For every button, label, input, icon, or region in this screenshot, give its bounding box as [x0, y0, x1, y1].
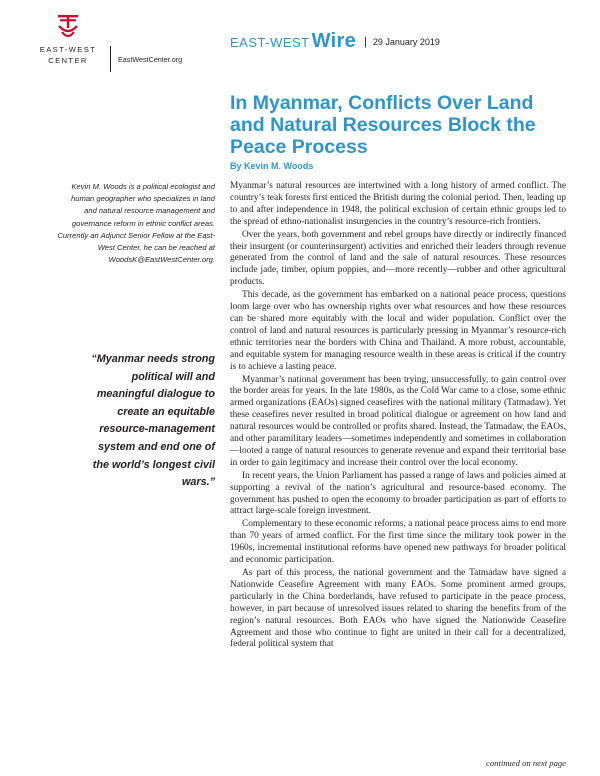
logo-text-east-west: EAST-WEST	[39, 45, 97, 54]
body-paragraph: This decade, as the government has embarked on a national peace process, questions loom large over who has ownership rights over what resources and how these resources can be shared more equitably with the local and wider population. Conflict over the control of land and natural resources is particularly pressing in Myanmar’s resource-rich ethnic territories near the borders with China and Thailand. A more robust, accountable, and equitable system for managing resource wealth in these areas is critical if the country is to achieve a lasting peace.	[230, 290, 566, 372]
issue-date: 29 January 2019	[372, 37, 440, 47]
masthead-separator: |	[364, 36, 367, 48]
body-paragraph: In recent years, the Union Parliament has passed a range of laws and policies aimed at supporting a revival of the nation’s agricultural and resource-based economy. The government has pushed to open the economy to broader participation as part of efforts to attract large-scale foreign investment.	[230, 470, 566, 517]
masthead-wire: Wire	[311, 30, 356, 52]
body-paragraph: Myanmar’s natural resources are intertwined with a long history of armed conflict. The country’s teak forests first enticed the British during the colonial period. Then, leading up to and after independence in 1948, the political exclusion of certain ethnic groups led to the spread of ethno-nationalist insurgencies in the country’s resource-rich frontiers.	[230, 181, 566, 227]
author-bio	[57, 181, 215, 266]
continued-note: continued on next page	[486, 758, 566, 768]
body-paragraph: Myanmar’s national government has been trying, unsuccessfully, to gain control over the border areas for years. In the late 1980s, as the Cold War came to a close, some ethnic armed organizations (EAOs) signed ceasefires with the national military (Tatmadaw). Yet these ceasefires never resulted in broad political dialogue or agreement on how land and natural resources would be controlled or profits shared. Instead, the Tatmadaw, the EAOs, and other paramilitary leaders—sometimes independently and sometimes in collaboration—looted a range of natural resources to generate revenue and expand their territorial base in order to gain legitimacy and increase their control over the local economy.	[230, 374, 566, 468]
body-paragraph: Over the years, both government and rebel groups have directly or indirectly financed their insurgent (or counterinsurgent) activities and enriched their leaders through revenue generated from the control of land and the sale of natural resources. These resources include jade, timber, opium poppies, and—more recently—rubber and other agricultural products.	[230, 229, 566, 288]
east-west-center-logo-icon	[56, 14, 80, 42]
masthead	[230, 30, 440, 52]
site-url-link[interactable]: EastWestCenter.org	[118, 55, 183, 64]
author-bio-line: Currently an Adjunct Senior Fellow at the East-West Center, he can be reached at WoodsK@EastWestCenter.org.	[57, 230, 215, 265]
author-bio-line: Kevin M. Woods is a political ecologist and human geographer who specializes in land and natural resource management and governance reform in ethnic conflict areas.	[71, 182, 215, 228]
article-body	[230, 181, 566, 652]
header-divider	[110, 46, 111, 72]
masthead-east-west: EAST-WEST	[230, 35, 310, 50]
logo-text-center: CENTER	[48, 56, 88, 65]
article-title: In Myanmar, Conflicts Over Land and Natural Resources Block the Peace Process	[230, 92, 536, 158]
byline: By Kevin M. Woods	[230, 161, 314, 171]
pull-quote: “Myanmar needs strong political will and meaningful dialogue to create an equitable resource-management system and end one of the world’s longest civil wars.”	[91, 353, 215, 489]
body-paragraph: Complementary to these economic reforms, a national peace process aims to end more than 70 years of armed conflict. For the first time since the military took power in the 1960s, incremental institutional reforms have opened new pathways for broader political and economic participation.	[230, 519, 566, 566]
body-paragraph: As part of this process, the national government and the Tatmadaw have signed a Nationwide Ceasefire Agreement with many EAOs. Some prominent armed groups, particularly in the China borderlands, have refused to participate in the peace process, however, in part because of unresolved issues related to sharing the benefits from of the region’s natural resources. Both EAOs who have signed the Nationwide Ceasefire Agreement and those who continue to fight are united in their call for a decentralized, federal political system that	[230, 568, 566, 650]
